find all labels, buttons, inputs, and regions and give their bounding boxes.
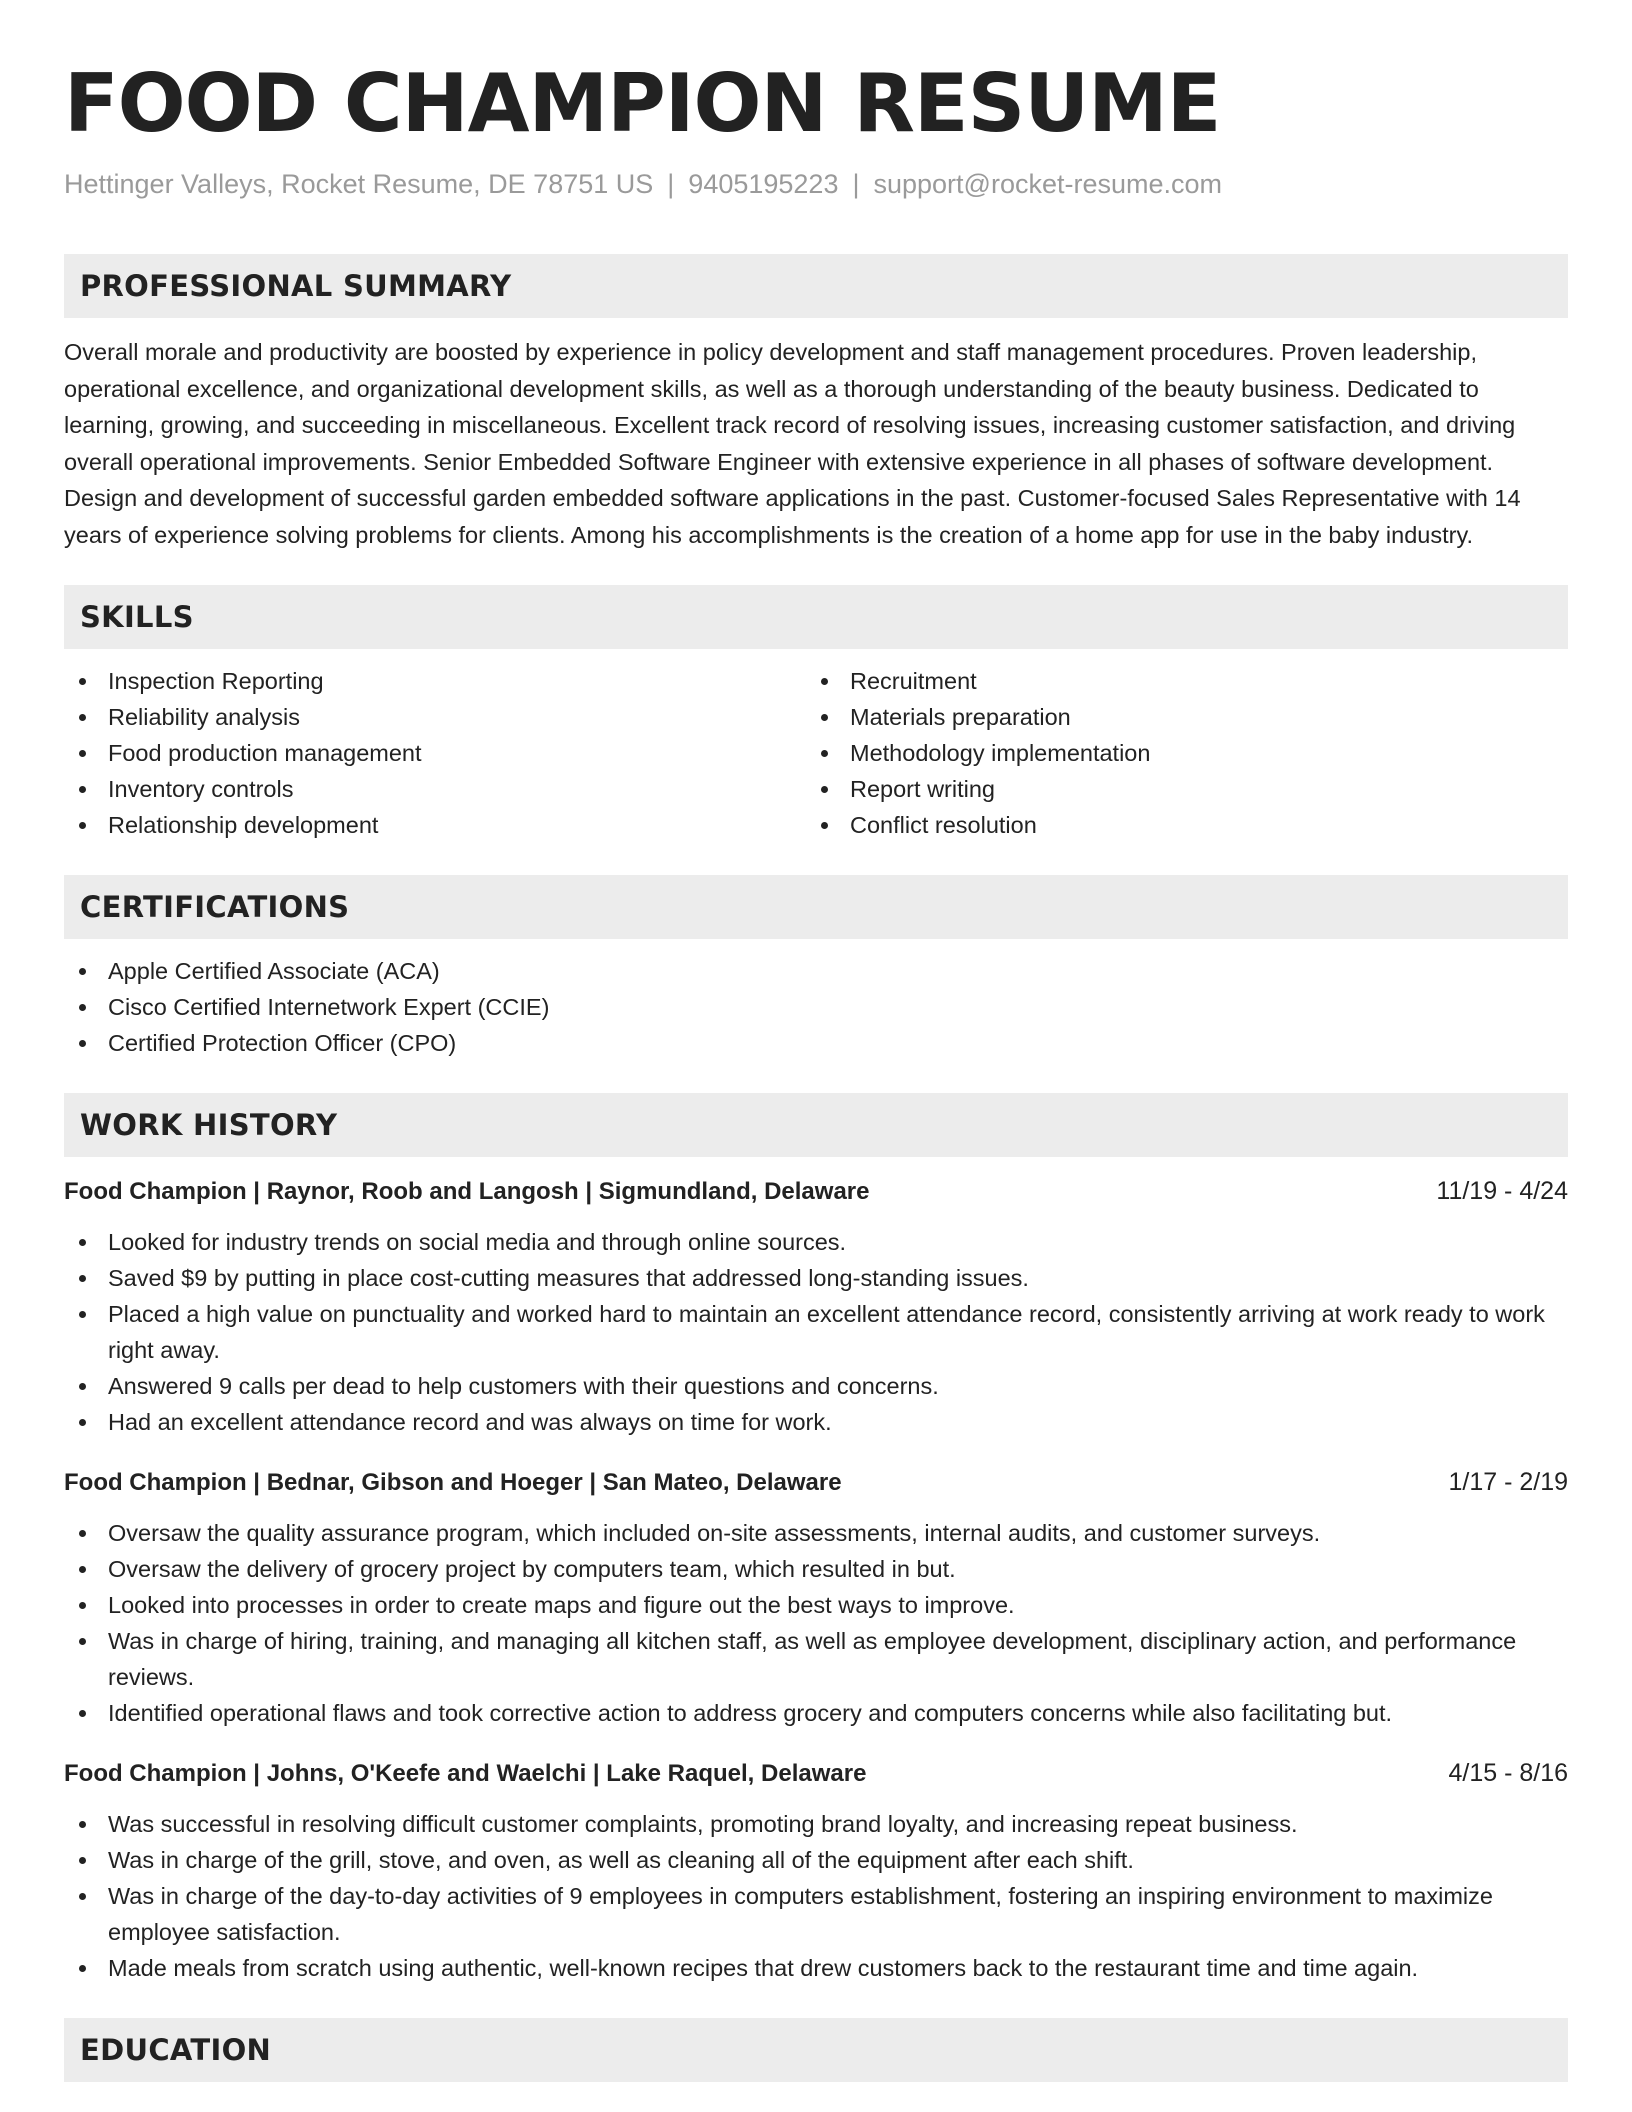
skill-item: Methodology implementation (850, 735, 1548, 771)
job-bullets (64, 1515, 1568, 1731)
job-dates: 1/17 - 2/19 (1448, 1468, 1568, 1496)
section-header-skills: SKILLS (64, 585, 1568, 649)
contact-email: support@rocket-resume.com (873, 169, 1223, 199)
job-bullet: Answered 9 calls per dead to help customers with their questions and concerns. (108, 1368, 1568, 1404)
contact-separator: | (852, 169, 860, 199)
section-header-education: EDUCATION (64, 2018, 1568, 2082)
section-header-certifications: CERTIFICATIONS (64, 875, 1568, 939)
summary-text: Overall morale and productivity are boosted by experience in policy development and staff management procedures. Proven leadership, operational excellence, and organizational development skills, as well as a thorough understanding of the beauty business. Dedicated to learning, growing, and succeeding in miscellaneous. Excellent track record of resolving issues, increasing customer satisfaction, and driving overall operational improvements. Senior Embedded Software Engineer with extensive experience in all phases of software development. Design and development of successful garden embedded software applications in the past. Customer-focused Sales Representative with 14 years of experience solving problems for clients. Among his accomplishments is the creation of a home app for use in the baby industry. (64, 339, 1521, 548)
job-bullet: Was in charge of the day-to-day activities of 9 employees in computers establishment, fostering an inspiring environment to maximize employee satisfaction. (108, 1878, 1568, 1950)
job-title: Food Champion | Johns, O'Keefe and Waelchi | Lake Raquel, Delaware (64, 1760, 867, 1787)
skill-item: Materials preparation (850, 699, 1548, 735)
contact-address: Hettinger Valleys, Rocket Resume, DE 78751 US (64, 169, 654, 199)
skill-item: Inspection Reporting (108, 663, 806, 699)
section-header-work-history: WORK HISTORY (64, 1093, 1568, 1157)
section-header-summary: PROFESSIONAL SUMMARY (64, 254, 1568, 318)
job-entry (64, 1755, 1568, 1986)
skill-item: Food production management (108, 735, 806, 771)
certification-item: Apple Certified Associate (ACA) (108, 953, 1568, 989)
job-header (64, 1464, 1568, 1501)
job-bullet: Looked for industry trends on social media and through online sources. (108, 1224, 1568, 1260)
job-entry (64, 1173, 1568, 1440)
contact-phone: 9405195223 (688, 169, 839, 199)
skills-list-right (806, 663, 1548, 843)
contact-separator: | (667, 169, 675, 199)
job-bullet: Placed a high value on punctuality and worked hard to maintain an excellent attendance record, consistently arriving at work ready to work right away. (108, 1296, 1568, 1368)
job-header (64, 1173, 1568, 1210)
skill-item: Report writing (850, 771, 1548, 807)
job-bullet: Oversaw the delivery of grocery project by computers team, which resulted in but. (108, 1551, 1568, 1587)
certification-item: Certified Protection Officer (CPO) (108, 1025, 1568, 1061)
job-dates: 4/15 - 8/16 (1448, 1759, 1568, 1787)
contact-line (64, 166, 1568, 202)
job-entry (64, 1464, 1568, 1731)
skill-item: Recruitment (850, 663, 1548, 699)
skill-item: Relationship development (108, 807, 806, 843)
job-bullet: Identified operational flaws and took corrective action to address grocery and computers concerns while also facilitating but. (108, 1695, 1568, 1731)
resume-title: FOOD CHAMPION RESUME (64, 57, 1221, 150)
job-bullet: Was successful in resolving difficult customer complaints, promoting brand loyalty, and increasing repeat business. (108, 1806, 1568, 1842)
job-title: Food Champion | Bednar, Gibson and Hoeger | San Mateo, Delaware (64, 1469, 842, 1496)
job-dates: 11/19 - 4/24 (1436, 1177, 1568, 1205)
certifications-list (64, 953, 1568, 1061)
skills-list-left (64, 663, 806, 843)
job-bullet: Saved $9 by putting in place cost-cutting measures that addressed long-standing issues. (108, 1260, 1568, 1296)
skill-item: Reliability analysis (108, 699, 806, 735)
skill-item: Inventory controls (108, 771, 806, 807)
skills-grid (64, 663, 1568, 843)
certification-item: Cisco Certified Internetwork Expert (CCIE) (108, 989, 1568, 1025)
job-bullet: Was in charge of hiring, training, and managing all kitchen staff, as well as employee development, disciplinary action, and performance reviews. (108, 1623, 1568, 1695)
job-bullet: Made meals from scratch using authentic, well-known recipes that drew customers back to the restaurant time and time again. (108, 1950, 1568, 1986)
job-bullet: Oversaw the quality assurance program, which included on-site assessments, internal audits, and customer surveys. (108, 1515, 1568, 1551)
job-bullets (64, 1224, 1568, 1440)
skill-item: Conflict resolution (850, 807, 1548, 843)
job-bullets (64, 1806, 1568, 1986)
job-header (64, 1755, 1568, 1792)
job-bullet: Was in charge of the grill, stove, and oven, as well as cleaning all of the equipment after each shift. (108, 1842, 1568, 1878)
job-title: Food Champion | Raynor, Roob and Langosh | Sigmundland, Delaware (64, 1178, 870, 1205)
job-bullet: Had an excellent attendance record and was always on time for work. (108, 1404, 1568, 1440)
job-bullet: Looked into processes in order to create maps and figure out the best ways to improve. (108, 1587, 1568, 1623)
